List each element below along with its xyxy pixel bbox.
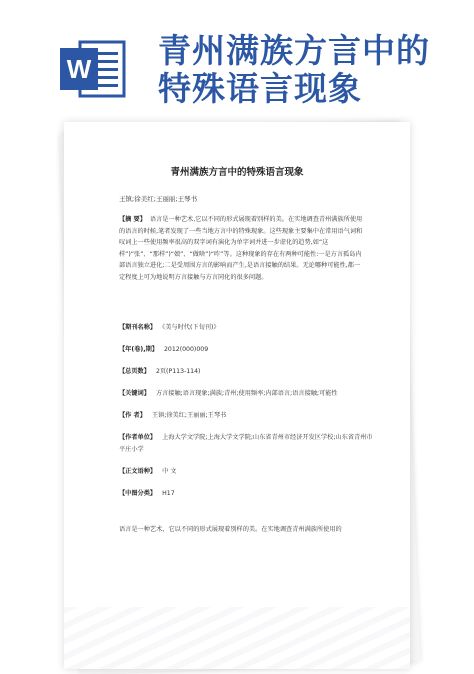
field-language (119, 466, 374, 478)
field-value: 中 文 (162, 468, 177, 475)
header-title-line-1: 青州满族方言中的 (158, 31, 430, 70)
field-value: 2页(P113-114) (155, 368, 201, 375)
watermark-stripes (64, 607, 410, 669)
document-title: 青州满族方言中的特殊语言现象 (170, 167, 304, 178)
field-authors (119, 410, 374, 422)
header-title (158, 32, 458, 108)
field-value: 上海大学文学院;上海大学文学院;山东省青州市经济开发区学校;山东省青州市平庄小学 (119, 434, 373, 453)
field-label: 【期刊名称】 (119, 324, 157, 331)
field-label: 【关键词】 (119, 390, 150, 397)
field-label: 【总页数】 (119, 368, 150, 375)
field-journal (119, 322, 374, 334)
field-value: 王镇;徐美红;王丽丽;王琴书 (151, 412, 227, 419)
word-document-icon (58, 38, 126, 100)
abstract-block (119, 214, 364, 283)
field-label: 【作 者】 (119, 412, 146, 419)
field-pages (119, 366, 374, 378)
field-label: 【中图分类】 (119, 490, 157, 497)
abstract-label: 【摘 要】 (119, 216, 146, 223)
field-label: 【年(卷),期】 (119, 346, 158, 353)
promo-header (0, 0, 474, 118)
field-year-volume (119, 344, 374, 356)
field-label: 【作者单位】 (119, 434, 157, 441)
field-affiliation (119, 432, 374, 455)
field-value: H17 (162, 490, 175, 497)
field-keywords (119, 388, 374, 400)
abstract-text: 语言是一种艺术,它以不同的形式展现着别样的美。在实地调查青州满族所使用的语言的时候,笔者发现了一些当地方言中的特殊现象。这些现象主要集中在常用语气词和叹词上一些使用频率很高的双字词有演化为单字词并进一步虚化的趋势,如“这样”)“张”、“那样”)“娘”、“做啥”)“咋”等。这种现象的存在有两种可能性:一是方言孤岛内部语言独立进化;二是受周围方言的影响而产生,是语言接触的结果。无论哪种可能性,都一定程度上可为地说明方言接触与方言同化的很多问题。 (119, 216, 363, 281)
document-page (64, 122, 410, 669)
field-value: 《美与时代(下旬刊)》 (162, 324, 220, 331)
field-label: 【正文语种】 (119, 468, 157, 475)
field-classification (119, 488, 374, 500)
field-value: 方言接触;语言现象;满族;青州;使用频率;内部语言;语言接触;可能性 (155, 390, 338, 397)
header-title-line-2: 特殊语言现象 (158, 69, 362, 108)
word-letter: W (66, 54, 92, 84)
document-authors: 王镇;徐美红;王丽丽;王琴书 (119, 195, 198, 203)
field-value: 2012(000)009 (163, 346, 209, 353)
document-body: 语言是一种艺术，它以不同的形式展现着别样的美。在实地调查青州满族所使用的 (119, 526, 342, 533)
